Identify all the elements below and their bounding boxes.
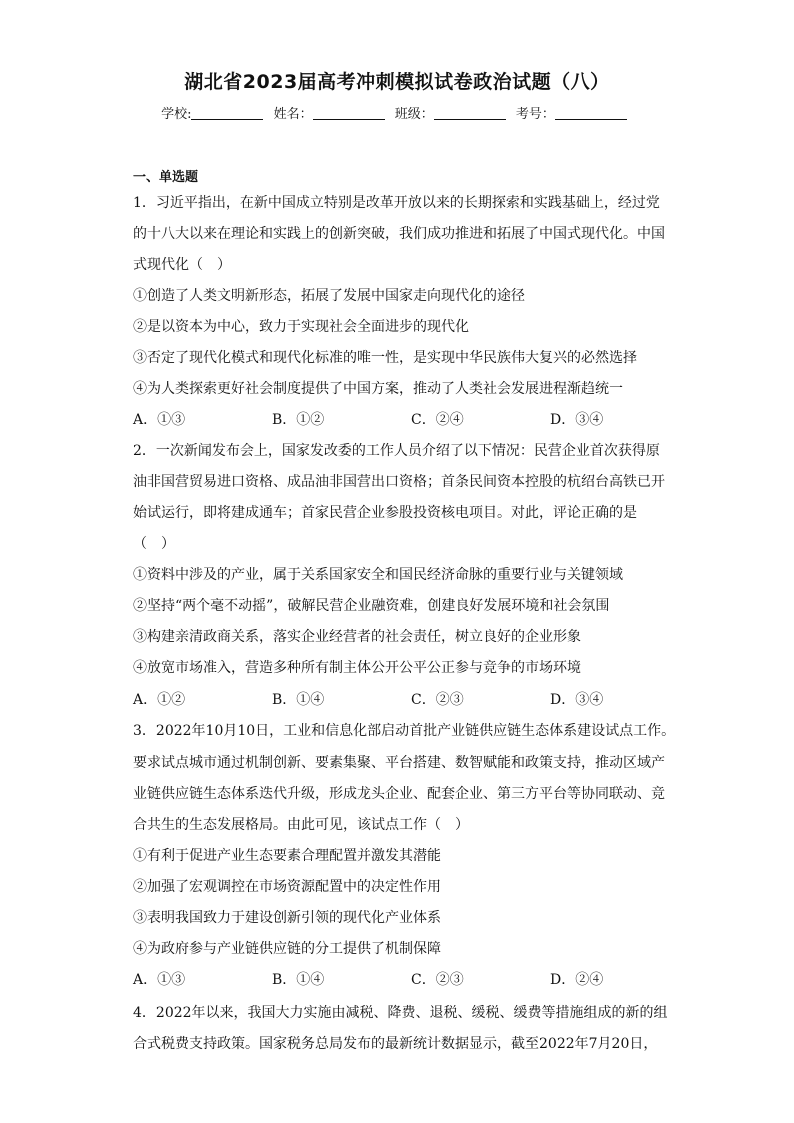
q3-line: 要求试点城市通过机制创新、要素集聚、平台搭建、数智赋能和政策支持，推动区域产 <box>133 755 665 771</box>
q3-line: 3．2022年10月10日，工业和信息化部启动首批产业链供应链生态体系建设试点工作。 <box>133 723 676 739</box>
q2-option-d[interactable]: D．③④ <box>550 692 604 708</box>
class-label: 班级： <box>394 107 434 122</box>
name-label: 姓名： <box>273 107 313 122</box>
q1-line: 的十八大以来在理论和实践上的创新突破，我们成功推进和拓展了中国式现代化。中国 <box>133 226 665 242</box>
q1-option-b[interactable]: B．①② <box>272 412 325 428</box>
q1-choice: ③否定了现代化模式和现代化标准的唯一性，是实现中华民族伟大复兴的必然选择 <box>133 350 637 366</box>
q1-choice: ①创造了人类文明新形态，拓展了发展中国家走向现代化的途径 <box>133 288 525 304</box>
q2-option-c[interactable]: C．②③ <box>411 692 464 708</box>
q2-option-a[interactable]: A．①② <box>133 692 186 708</box>
school-label: 学校: <box>161 107 192 122</box>
q2-option-b[interactable]: B．①④ <box>272 692 325 708</box>
q3-choice: ②加强了宏观调控在市场资源配置中的决定性作用 <box>133 879 441 895</box>
q1-choice: ②是以资本为中心，致力于实现社会全面进步的现代化 <box>133 319 469 335</box>
name-blank[interactable] <box>313 107 385 120</box>
q3-choice: ③表明我国致力于建设创新引领的现代化产业体系 <box>133 910 441 926</box>
q3-option-c[interactable]: C．②③ <box>411 972 464 988</box>
q1-option-d[interactable]: D．③④ <box>550 412 604 428</box>
q1-line: 1．习近平指出，在新中国成立特别是改革开放以来的长期探索和实践基础上，经过党 <box>133 195 660 211</box>
q2-line: 油非国营贸易进口资格、成品油非国营出口资格；首条民间资本控股的杭绍台高铁已开 <box>133 474 665 490</box>
q3-option-a[interactable]: A．①③ <box>133 972 186 988</box>
q2-line: 始试运行，即将建成通车；首家民营企业参股投资核电项目。对此，评论正确的是 <box>133 505 637 521</box>
q4-line: 4．2022年以来，我国大力实施由减税、降费、退税、缓税、缓费等措施组成的新的组 <box>133 1005 668 1021</box>
q3-line: 合共生的生态发展格局。由此可见，该试点工作（ ） <box>133 817 469 833</box>
q3-option-b[interactable]: B．①④ <box>272 972 325 988</box>
q2-choice: ①资料中涉及的产业，属于关系国家安全和国民经济命脉的重要行业与关键领域 <box>133 567 623 583</box>
q2-line: 2．一次新闻发布会上，国家发改委的工作人员介绍了以下情况：民营企业首次获得原 <box>133 443 660 459</box>
number-blank[interactable] <box>555 107 627 120</box>
q2-choice: ③构建亲清政商关系，落实企业经营者的社会责任，树立良好的企业形象 <box>133 629 581 645</box>
section-heading: 一、单选题 <box>133 170 199 185</box>
q1-line: 式现代化（ ） <box>133 257 231 273</box>
q3-choice: ④为政府参与产业链供应链的分工提供了机制保障 <box>133 941 441 957</box>
q4-line: 合式税费支持政策。国家税务总局发布的最新统计数据显示，截至2022年7月20日， <box>133 1036 658 1052</box>
page-title: 湖北省2023届高考冲刺模拟试卷政治试题（八） <box>184 71 610 93</box>
q3-line: 业链供应链生态体系迭代升级，形成龙头企业、配套企业、第三方平台等协同联动、竞 <box>133 786 665 802</box>
q2-choice: ④放宽市场准入，营造多种所有制主体公开公平公正参与竞争的市场环境 <box>133 660 581 676</box>
class-blank[interactable] <box>434 107 506 120</box>
number-label: 考号： <box>515 107 555 122</box>
q3-choice: ①有利于促进产业生态要素合理配置并激发其潜能 <box>133 848 441 864</box>
student-info-row <box>0 103 794 122</box>
q1-option-c[interactable]: C．②④ <box>411 412 464 428</box>
q2-line: （ ） <box>133 536 175 552</box>
school-blank[interactable] <box>191 107 263 120</box>
q2-choice: ②坚持“两个毫不动摇”，破解民营企业融资难，创建良好发展环境和社会氛围 <box>133 598 610 614</box>
q3-option-d[interactable]: D．②④ <box>550 972 604 988</box>
q1-choice: ④为人类探索更好社会制度提供了中国方案，推动了人类社会发展进程渐趋统一 <box>133 381 623 397</box>
q1-option-a[interactable]: A．①③ <box>133 412 186 428</box>
